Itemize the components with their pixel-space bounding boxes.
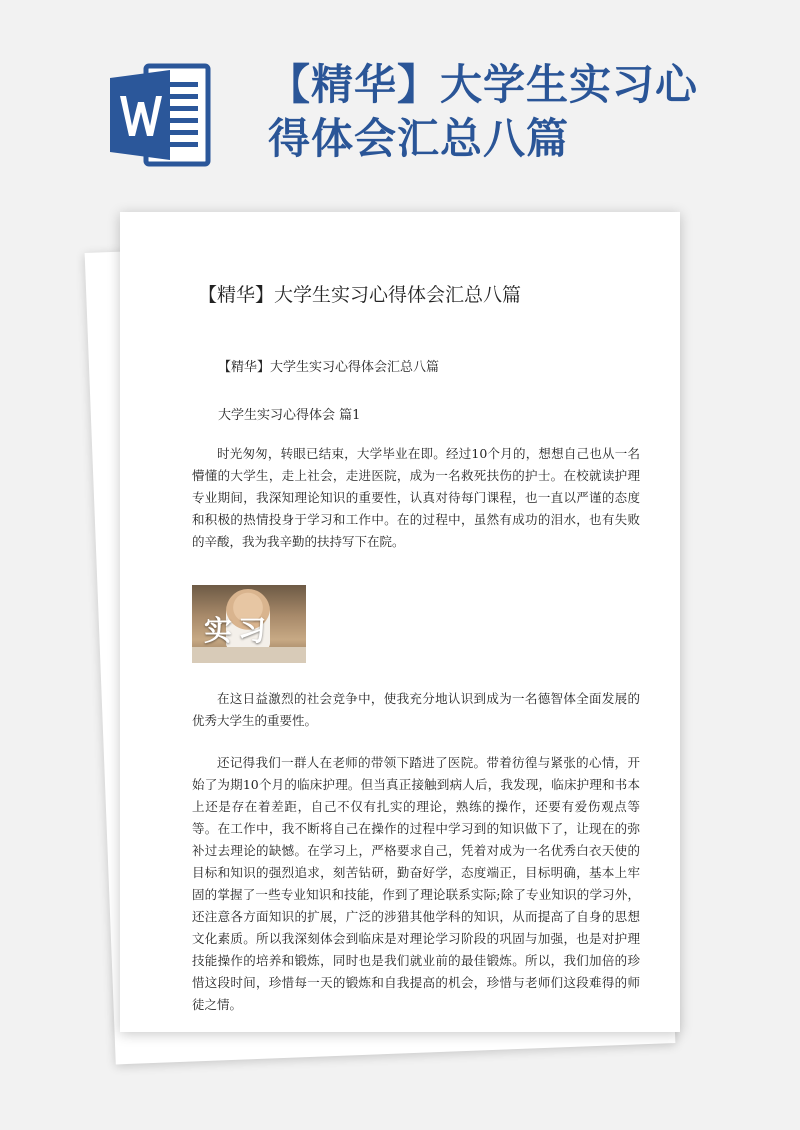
paragraph: 在这日益激烈的社会竞争中，使我充分地认识到成为一名德智体全面发展的优秀大学生的重要性。 (192, 691, 640, 728)
document-title: 【精华】大学生实习心得体会汇总八篇 (198, 284, 522, 306)
photo-caption: 实习 (204, 614, 273, 647)
paragraph: 时光匆匆，转眼已结束，大学毕业在即。经过10个月的，想想自己也从一名懵懂的大学生，走上社会，走进医院，成为一名救死扶伤的护士。在校就读护理专业期间，我深知理论知识的重要性，认真对待每门课程，也一直以严谨的态度和积极的热情投身于学习和工作中。在的过程中，虽然有成功的泪水，也有失败的辛酸，我为我辛勤的扶持写下在院。 (192, 446, 640, 549)
internship-photo (192, 585, 306, 663)
hero-title: 【精华】大学生实习心得体会汇总八篇 (268, 60, 699, 163)
paragraph: 还记得我们一群人在老师的带领下踏进了医院。带着彷徨与紧张的心情，开始了为期10个月的临床护理。但当真正接触到病人后，我发现，临床护理和书本上还是存在着差距，自己不仅有扎实的理论，熟练的操作，还要有爱伤观点等等。在工作中，我不断将自己在操作的过程中学习到的知识做下了，让现在的弥补过去理论的缺憾。在学习上，严格要求自己，凭着对成为一名优秀白衣天使的目标和知识的强烈追求，刻苦钻研，勤奋好学，态度端正，目标明确，基本上牢固的掌握了一些专业知识和技能，作到了理论联系实际;除了专业知识的学习外，还注意各方面知识的扩展，广泛的涉猎其他学科的知识，从而提高了自身的思想文化素质。所以我深刻体会到临床是对理论学习阶段的巩固与加强，也是对护理技能操作的培养和锻炼，同时也是我们就业前的最佳锻炼。所以，我们加倍的珍惜这段时间，珍惜每一天的锻炼和自我提高的机会，珍惜与老师们这段难得的师徒之情。 (192, 755, 640, 1012)
document-subtitle: 【精华】大学生实习心得体会汇总八篇 (218, 360, 440, 375)
section-heading: 大学生实习心得体会 篇1 (218, 408, 361, 423)
photo-desk (192, 647, 306, 663)
word-document-icon (106, 60, 216, 170)
